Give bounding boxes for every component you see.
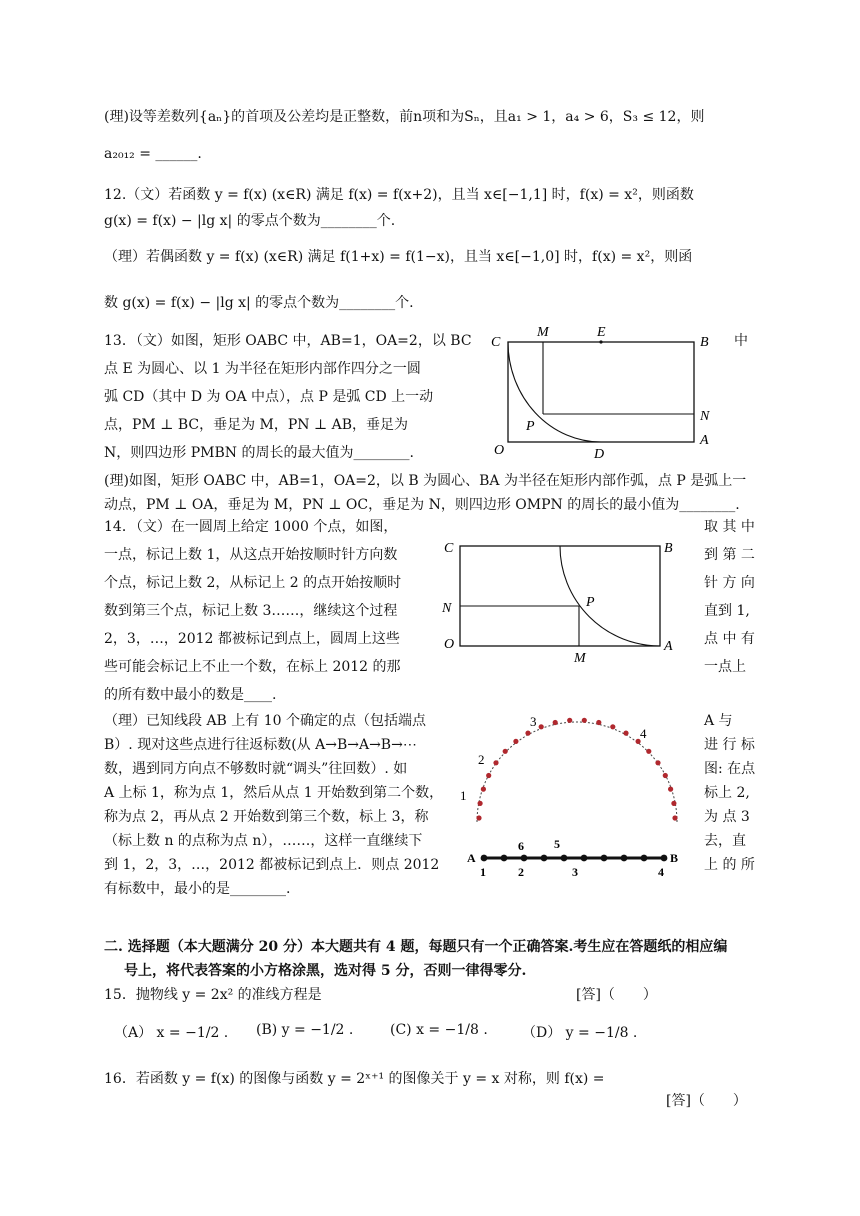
fig3-arc-dot — [513, 739, 518, 744]
fig3-arc-dot — [503, 749, 508, 754]
fig3-arc-dot — [567, 718, 572, 723]
q13-wen-line5: N，则四边形 PMBN 的周长的最大值为________. — [104, 445, 414, 461]
q15-option-c[interactable]: (C) x = −1/8 . — [390, 1022, 488, 1038]
fig3-segment-dot — [661, 855, 668, 862]
q14-wen-line1: 14．（文）在一圆周上给定 1000 个点，如图， — [104, 519, 398, 535]
fig1-label-a: A — [700, 433, 709, 448]
fig3-arc-dot — [672, 815, 677, 820]
fig3-label-b: B — [670, 851, 679, 865]
q14-wen-line6: 些可能会标记上不止一个数，在标上 2012 的那 — [104, 659, 401, 675]
q15-option-d[interactable]: （D） y = −1/8 . — [522, 1025, 638, 1041]
q15-option-a[interactable]: （A） x = −1/2 . — [114, 1025, 229, 1041]
q16-answer-bracket: [答]（ ） — [666, 1093, 747, 1109]
figure-rectangle-quarter-arc — [486, 320, 726, 460]
fig1-label-b: B — [700, 335, 709, 350]
q11-li-line2: a₂₀₁₂ = ______. — [104, 146, 202, 162]
q14-wen-right2: 到 第 二 — [704, 547, 755, 563]
q12-li-line2: 数 g(x) = f(x) − |lg x| 的零点个数为________个. — [104, 295, 414, 311]
q14-li-line3: 数，遇到同方向点不够数时就“调头”往回数）. 如 — [104, 761, 408, 777]
q13-li-line2: 动点，PM ⊥ OA，垂足为 M，PN ⊥ OC，垂足为 N，则四边形 OMPN 的周长的最小值为________. — [104, 497, 740, 513]
q14-li-right5: 为 点 3 — [704, 809, 750, 825]
q13-wen-line1: 13．（文）如图，矩形 OABC 中，AB=1，OA=2，以 BC — [104, 333, 472, 349]
fig3-segment-dot — [621, 855, 628, 862]
fig2-label-p: P — [586, 595, 595, 610]
fig3-arc-dot — [476, 815, 481, 820]
fig3-arc-dot — [671, 801, 676, 806]
fig3-arc-dot — [582, 718, 587, 723]
fig1-arc — [508, 342, 601, 442]
fig1-label-e: E — [597, 325, 606, 340]
fig3-arc-dot — [663, 773, 668, 778]
fig3-arc-dot — [553, 720, 558, 725]
q12-li-line1: （理）若偶函数 y = f(x) (x∈R) 满足 f(1+x) = f(1−x)，且当 x∈[−1,0] 时，f(x) = x²，则函 — [104, 249, 693, 265]
q14-wen-right6: 一点上 — [704, 659, 746, 675]
q11-li-line1: (理)设等差数列{aₙ}的首项及公差均是正整数，前n项和为Sₙ，且a₁ > 1，a₄ > 6，S₃ ≤ 12，则 — [104, 109, 705, 125]
q13-wen-line4: 点，PM ⊥ BC，垂足为 M，PN ⊥ AB，垂足为 — [104, 417, 409, 433]
q14-wen-right5: 点 中 有 — [704, 631, 755, 647]
fig3-arc-label-1: 1 — [460, 788, 467, 803]
fig2-arc — [560, 546, 660, 646]
q14-li-line1: （理）已知线段 AB 上有 10 个确定的点（包括端点 — [104, 713, 427, 729]
fig3-segment-dot — [581, 855, 588, 862]
fig2-label-n: N — [442, 601, 452, 616]
fig3-arc-dot — [539, 724, 544, 729]
q14-li-right2: 进 行 标 — [704, 737, 755, 753]
q14-li-line7: 到 1，2，3，…，2012 都被标记到点上．则点 2012 — [104, 857, 440, 873]
fig3-label-a: A — [467, 851, 476, 865]
q14-wen-line2: 一点，标记上数 1，从这点开始按顺时针方向数 — [104, 547, 398, 563]
figure-rectangle-arc-b — [436, 534, 690, 664]
q14-li-line2: B）. 现对这些点进行往返标数(从 A→B→A→B→⋯ — [104, 737, 417, 753]
q14-li-line4: A 上标 1，称为点 1，然后从点 1 开始数到第二个数， — [104, 785, 444, 801]
fig3-arc-dot — [478, 801, 483, 806]
fig3-arc-dot — [493, 760, 498, 765]
fig3-arc-dot — [646, 749, 651, 754]
q14-li-line8: 有标数中，最小的是________. — [104, 881, 291, 897]
q12-wen-line2: g(x) = f(x) − |lg x| 的零点个数为________个. — [104, 213, 396, 229]
figure-semicircle-and-segment — [452, 708, 702, 888]
q14-li-right6: 去，直 — [704, 833, 746, 849]
q14-wen-line4: 数到第三个点，标记上数 3……，继续这个过程 — [104, 603, 398, 619]
q15-option-b[interactable]: (B) y = −1/2 . — [256, 1022, 354, 1038]
fig3-arc-dot — [525, 731, 530, 736]
q13-wen-line3: 弧 CD（其中 D 为 OA 中点），点 P 是弧 CD 上一动 — [104, 389, 434, 405]
fig3-segment-dot — [641, 855, 648, 862]
fig3-arc-label-4: 4 — [640, 726, 647, 741]
fig1-point-e — [599, 340, 602, 343]
q15-answer-bracket: [答]（ ） — [576, 987, 657, 1003]
q13-wen-line1-tail: 中 — [734, 333, 748, 349]
fig3-segment-dot — [601, 855, 608, 862]
fig2-label-c: C — [444, 541, 454, 556]
q13-li-line1: (理)如图，矩形 OABC 中，AB=1，OA=2，以 B 为圆心、BA 为半径在矩形内部作弧，点 P 是弧上一 — [104, 473, 747, 489]
q14-wen-right1: 取 其 中 — [704, 519, 755, 535]
fig3-arc-dot — [668, 787, 673, 792]
fig2-label-o: O — [444, 637, 455, 652]
fig1-label-p: P — [526, 419, 535, 434]
fig3-semicircle — [477, 722, 677, 822]
q14-li-right7: 上 的 所 — [704, 857, 755, 873]
fig3-top-label-6: 6 — [518, 839, 524, 853]
fig3-arc-dot — [623, 731, 628, 736]
q14-li-right3: 图: 在点 — [704, 761, 756, 777]
q14-wen-line5: 2，3，…，2012 都被标记到点上，圆周上这些 — [104, 631, 400, 647]
fig3-bottom-label-2: 2 — [518, 865, 524, 879]
fig3-arc-dot — [486, 773, 491, 778]
fig3-arc-dot — [481, 787, 486, 792]
fig1-label-o: O — [494, 443, 505, 458]
q14-wen-right3: 针 方 向 — [704, 575, 755, 591]
fig3-segment-dot — [561, 855, 568, 862]
q14-wen-line7: 的所有数中最小的数是____. — [104, 687, 277, 703]
fig1-label-n: N — [700, 409, 710, 424]
fig2-label-m: M — [574, 651, 586, 664]
fig3-top-label-5: 5 — [554, 837, 560, 851]
fig1-rectangle — [508, 342, 694, 442]
fig1-label-c: C — [491, 335, 501, 350]
q14-li-line6: （标上数 n 的点称为点 n），……，这样一直继续下 — [104, 833, 423, 849]
fig3-arc-label-3: 3 — [530, 714, 537, 729]
fig3-arc-dot — [655, 760, 660, 765]
fig3-segment-dot — [501, 855, 508, 862]
fig3-bottom-label-3: 3 — [572, 865, 578, 879]
fig2-label-a: A — [664, 639, 673, 654]
q14-li-line5: 称为点 2，再从点 2 开始数到第三个数，标上 3，称 — [104, 809, 429, 825]
fig1-label-d: D — [594, 447, 605, 460]
fig3-bottom-label-4: 4 — [658, 865, 664, 879]
fig3-bottom-label-1: 1 — [480, 865, 486, 879]
q15-stem: 15．抛物线 y = 2x² 的准线方程是 — [104, 987, 322, 1003]
fig2-rectangle — [460, 546, 660, 646]
q13-wen-line2: 点 E 为圆心、以 1 为半径在矩形内部作四分之一圆 — [104, 361, 421, 377]
fig3-arc-dot — [610, 724, 615, 729]
q14-li-right1: A 与 — [704, 713, 733, 729]
q16-stem: 16．若函数 y = f(x) 的图像与函数 y = 2ˣ⁺¹ 的图像关于 y = x 对称，则 f(x) = — [104, 1071, 605, 1087]
fig3-segment-dot — [481, 855, 488, 862]
section2-heading-line2: 号上，将代表答案的小方格涂黑，选对得 5 分，否则一律得零分. — [124, 963, 527, 979]
q14-li-right4: 标上 2, — [704, 785, 750, 801]
q12-wen-line1: 12.（文）若函数 y = f(x) (x∈R) 满足 f(x) = f(x+2)，且当 x∈[−1,1] 时，f(x) = x²，则函数 — [104, 187, 694, 203]
fig2-label-b: B — [664, 541, 673, 556]
section2-heading-line1: 二. 选择题（本大题满分 20 分）本大题共有 4 题，每题只有一个正确答案.考生应在答题纸的相应编 — [104, 939, 728, 955]
fig1-label-m: M — [537, 325, 549, 340]
fig3-arc-label-2: 2 — [478, 752, 485, 767]
q14-wen-right4: 直到 1, — [704, 603, 750, 619]
fig3-segment-dot — [521, 855, 528, 862]
fig3-arc-dot — [596, 720, 601, 725]
fig3-segment-dot — [541, 855, 548, 862]
fig3-arc-group — [476, 718, 677, 822]
q14-wen-line3: 个点，标记上数 2，从标记上 2 的点开始按顺时 — [104, 575, 402, 591]
